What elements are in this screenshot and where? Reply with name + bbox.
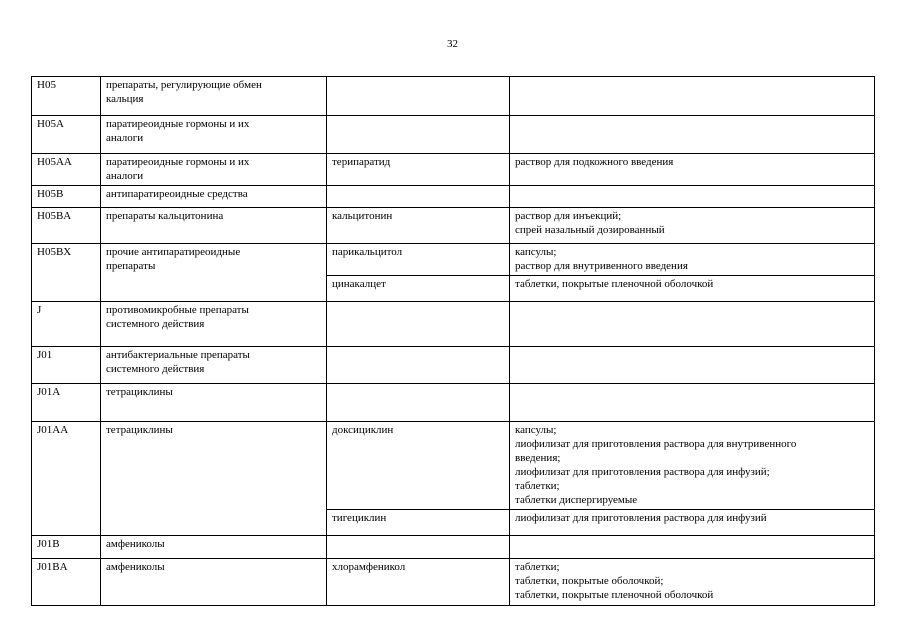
group-name-line: препараты кальцитонина bbox=[106, 210, 224, 222]
dosage-form-cell bbox=[510, 276, 875, 302]
group-name-line: амфениколы bbox=[106, 561, 165, 573]
dosage-form-cell bbox=[510, 536, 875, 559]
group-name-line: системного действия bbox=[106, 318, 205, 330]
group-name-line: кальция bbox=[106, 93, 144, 105]
group-name-line: антибактериальные препараты bbox=[106, 349, 250, 361]
dosage-form-line: лиофилизат для приготовления раствора для инфузий bbox=[515, 512, 767, 524]
atc-code-cell: H05B bbox=[32, 186, 101, 208]
table-row bbox=[32, 422, 875, 510]
drug-name-cell: кальцитонин bbox=[327, 208, 510, 244]
group-name-cell bbox=[101, 208, 327, 244]
group-name-cell bbox=[101, 77, 327, 116]
group-name-line: системного действия bbox=[106, 363, 205, 375]
dosage-form-line: раствор для инъекций; bbox=[515, 210, 622, 222]
drug-name-cell: тигециклин bbox=[327, 510, 510, 536]
dosage-form-cell bbox=[510, 154, 875, 186]
group-name-cell bbox=[101, 422, 327, 536]
table-row bbox=[32, 77, 875, 116]
group-name-cell bbox=[101, 559, 327, 606]
dosage-form-cell bbox=[510, 302, 875, 347]
atc-code-cell: H05AA bbox=[32, 154, 101, 186]
atc-code-cell: J01B bbox=[32, 536, 101, 559]
atc-code-cell: H05A bbox=[32, 116, 101, 154]
group-name-cell bbox=[101, 116, 327, 154]
group-name-line: препараты, регулирующие обмен bbox=[106, 79, 262, 91]
group-name-line: паратиреоидные гормоны и их bbox=[106, 156, 250, 168]
table-row bbox=[32, 559, 875, 606]
dosage-form-cell bbox=[510, 208, 875, 244]
drug-name-cell bbox=[327, 384, 510, 422]
group-name-cell bbox=[101, 302, 327, 347]
atc-code-cell: J01AA bbox=[32, 422, 101, 536]
dosage-form-cell bbox=[510, 116, 875, 154]
group-name-cell bbox=[101, 347, 327, 384]
dosage-form-cell bbox=[510, 77, 875, 116]
group-name-line: паратиреоидные гормоны и их bbox=[106, 118, 250, 130]
drug-name-cell bbox=[327, 347, 510, 384]
drug-classification-table bbox=[31, 76, 875, 606]
atc-code-cell: J01A bbox=[32, 384, 101, 422]
dosage-form-line: лиофилизат для приготовления раствора для внутривенного bbox=[515, 438, 797, 450]
table-row bbox=[32, 384, 875, 422]
dosage-form-line: лиофилизат для приготовления раствора для инфузий; bbox=[515, 466, 770, 478]
group-name-line: тетрациклины bbox=[106, 386, 173, 398]
dosage-form-line: таблетки, покрытые пленочной оболочкой bbox=[515, 589, 714, 601]
atc-code-cell: J01 bbox=[32, 347, 101, 384]
dosage-form-cell bbox=[510, 384, 875, 422]
drug-name-cell: доксициклин bbox=[327, 422, 510, 510]
drug-name-cell bbox=[327, 116, 510, 154]
atc-code-cell: J01BA bbox=[32, 559, 101, 606]
drug-name-cell bbox=[327, 186, 510, 208]
atc-code-cell: H05BA bbox=[32, 208, 101, 244]
dosage-form-line: спрей назальный дозированный bbox=[515, 224, 665, 236]
dosage-form-line: таблетки, покрытые оболочкой; bbox=[515, 575, 664, 587]
drug-name-cell: парикальцитол bbox=[327, 244, 510, 276]
group-name-line: противомикробные препараты bbox=[106, 304, 249, 316]
dosage-form-cell bbox=[510, 244, 875, 276]
drug-name-cell bbox=[327, 302, 510, 347]
page-number: 32 bbox=[447, 38, 458, 50]
table-row bbox=[32, 208, 875, 244]
atc-code-cell: J bbox=[32, 302, 101, 347]
group-name-line: аналоги bbox=[106, 170, 144, 182]
dosage-form-cell bbox=[510, 559, 875, 606]
group-name-line: аналоги bbox=[106, 132, 144, 144]
dosage-form-cell bbox=[510, 422, 875, 510]
drug-name-cell bbox=[327, 536, 510, 559]
drug-name-cell: цинакалцет bbox=[327, 276, 510, 302]
table-row bbox=[32, 347, 875, 384]
group-name-cell bbox=[101, 384, 327, 422]
dosage-form-line: раствор для внутривенного введения bbox=[515, 260, 688, 272]
group-name-line: тетрациклины bbox=[106, 424, 173, 436]
table-row bbox=[32, 116, 875, 154]
dosage-form-cell bbox=[510, 347, 875, 384]
table-row bbox=[32, 244, 875, 276]
dosage-form-cell bbox=[510, 510, 875, 536]
table-row bbox=[32, 536, 875, 559]
drug-name-cell bbox=[327, 77, 510, 116]
dosage-form-line: таблетки диспергируемые bbox=[515, 494, 638, 506]
group-name-line: антипаратиреоидные средства bbox=[106, 188, 248, 200]
drug-name-cell: хлорамфеникол bbox=[327, 559, 510, 606]
atc-code-cell: H05 bbox=[32, 77, 101, 116]
dosage-form-line: раствор для подкожного введения bbox=[515, 156, 674, 168]
group-name-line: прочие антипаратиреоидные bbox=[106, 246, 241, 258]
atc-code-cell: H05BX bbox=[32, 244, 101, 302]
table-body bbox=[32, 77, 875, 606]
dosage-form-line: введения; bbox=[515, 452, 561, 464]
dosage-form-line: капсулы; bbox=[515, 424, 557, 436]
table-row bbox=[32, 154, 875, 186]
dosage-form-line: таблетки; bbox=[515, 561, 560, 573]
group-name-cell bbox=[101, 186, 327, 208]
group-name-line: препараты bbox=[106, 260, 156, 272]
dosage-form-line: таблетки, покрытые пленочной оболочкой bbox=[515, 278, 714, 290]
table-row bbox=[32, 302, 875, 347]
group-name-line: амфениколы bbox=[106, 538, 165, 550]
group-name-cell bbox=[101, 536, 327, 559]
dosage-form-cell bbox=[510, 186, 875, 208]
table-row bbox=[32, 186, 875, 208]
dosage-form-line: таблетки; bbox=[515, 480, 560, 492]
group-name-cell bbox=[101, 244, 327, 302]
drug-name-cell: терипаратид bbox=[327, 154, 510, 186]
group-name-cell bbox=[101, 154, 327, 186]
dosage-form-line: капсулы; bbox=[515, 246, 557, 258]
